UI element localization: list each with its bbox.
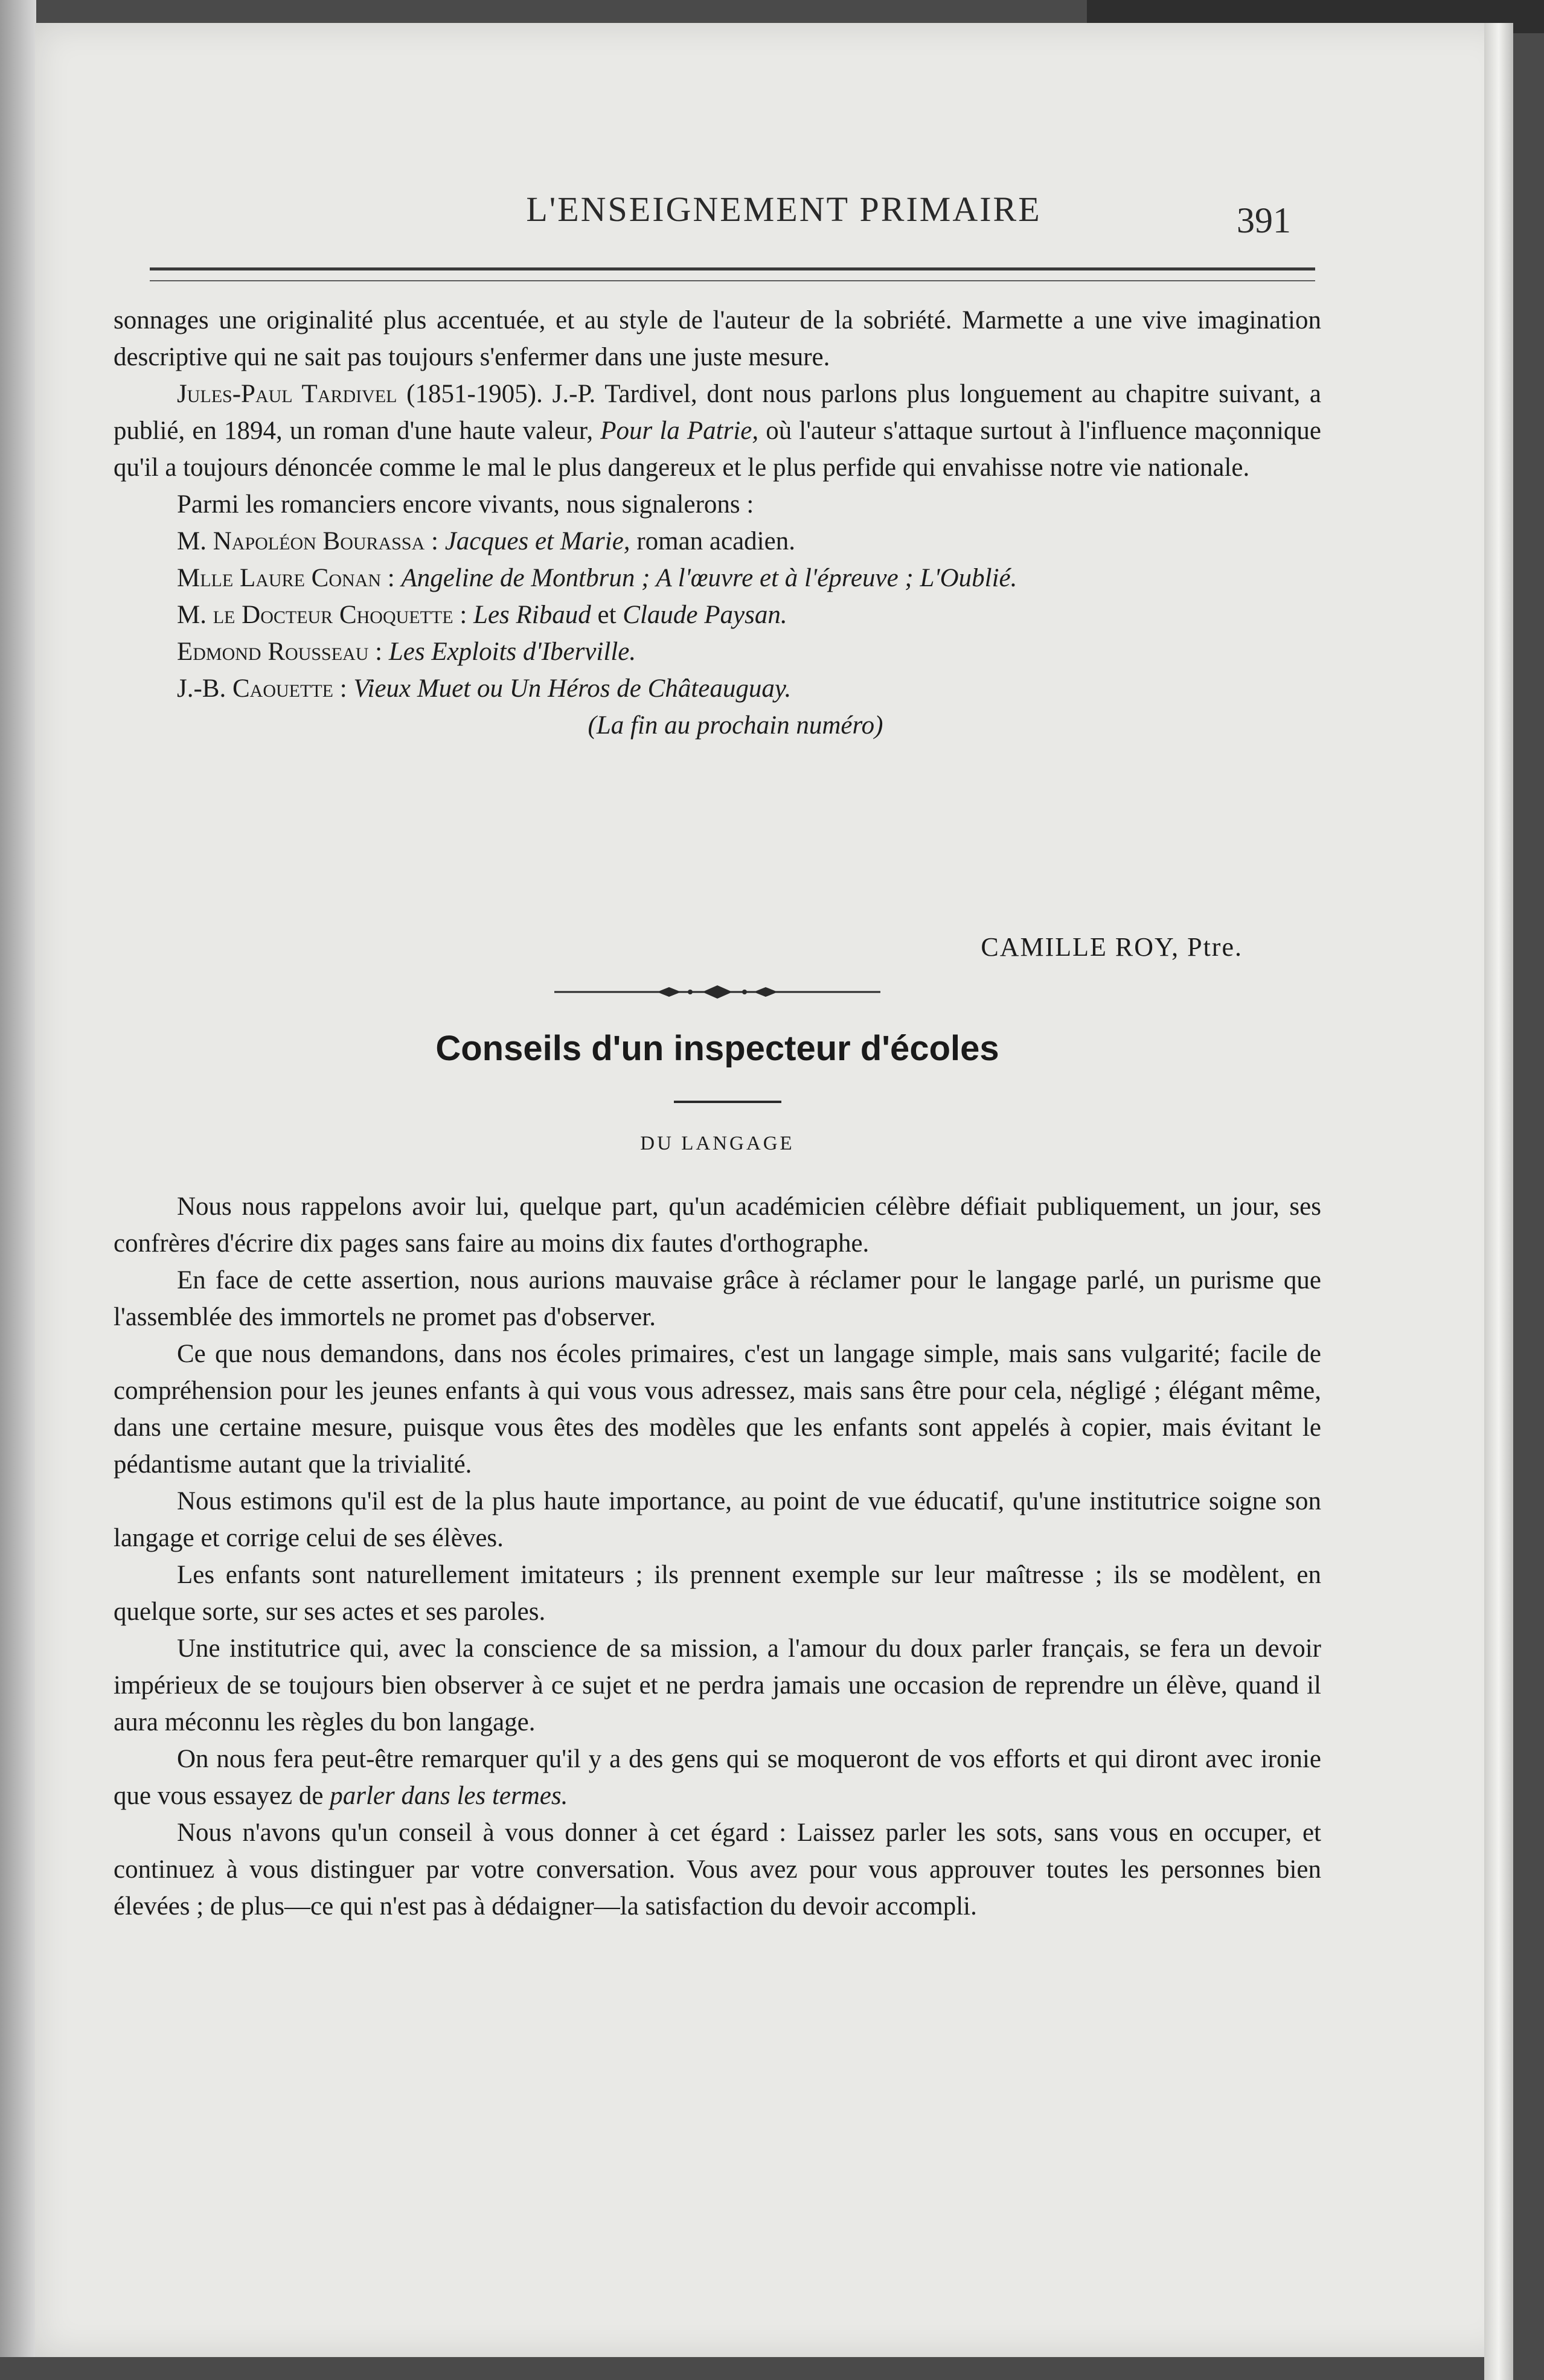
paragraph: Nous estimons qu'il est de la plus haute importance, au point de vue éducatif, qu'une institutrice soigne son langage et corrige celui de ses élèves. [114, 1487, 1321, 1552]
work-title: Pour la Patrie, [600, 417, 759, 445]
author-entry [114, 670, 1321, 707]
paragraph: Nous n'avons qu'un conseil à vous donner à cet égard : Laissez parler les sots, sans vous en occuper, et continuez à vous distinguer par votre conversation. Vous avez pour vous approuver toutes les personnes bien élevées ; de plus—ce qui n'est pas à dédaigner—la satisfaction du devoir accompli. [114, 1819, 1321, 1921]
article-part2 [114, 1188, 1321, 1925]
author-name: Jules-Paul Tardivel [177, 380, 397, 408]
paragraph-tardivel [114, 376, 1321, 486]
subheading: DU LANGAGE [640, 1133, 795, 1154]
italic-phrase: parler dans les termes. [330, 1782, 568, 1810]
paragraph: sonnages une originalité plus accentuée, et au style de l'auteur de la sobriété. Marmette a une vive imagination descriptive qui ne sait pas toujours s'enfermer dans une juste mesure. [114, 306, 1321, 371]
author-entry [114, 560, 1321, 597]
paragraph: Les enfants sont naturellement imitateurs ; ils prennent exemple sur leur maîtresse ; ils se modèlent, en quelque sorte, sur ses actes et ses paroles. [114, 1561, 1321, 1626]
author-entry [114, 597, 1321, 633]
text: J.-P. Tardivel, dont nous parlons plus longuement au chapitre suivant, a publié, en 1894, un roman d'une haute valeur, [114, 380, 1321, 445]
work-title: Angeline de Montbrun ; A l'œuvre et à l'épreuve ; L'Oublié. [401, 564, 1017, 592]
page-number: 391 [1237, 200, 1291, 240]
author-name: Mlle Laure Conan : [177, 564, 395, 592]
ornament-divider [554, 982, 880, 1002]
paragraph: En face de cette assertion, nous aurions mauvaise grâce à réclamer pour le langage parlé, un purisme que l'assemblée des immortels ne promet pas d'observer. [114, 1266, 1321, 1331]
author-name: M. le Docteur Choquette : [177, 601, 467, 629]
running-title: L'ENSEIGNEMENT PRIMAIRE [526, 190, 1042, 229]
text: On nous fera peut-être remarquer qu'il y a des gens qui se moqueront de vos efforts et qui diront avec ironie que vous essayez de [114, 1745, 1321, 1810]
paragraph: Nous nous rappelons avoir lui, quelque part, qu'un académicien célèbre défiait publiquement, un jour, ses confrères d'écrire dix pages sans faire au moins dix fautes d'orthographe. [114, 1192, 1321, 1258]
article-part1 [114, 302, 1321, 744]
text: et [597, 601, 617, 629]
author-name: M. Napoléon Bourassa : [177, 527, 438, 555]
page-header [35, 189, 1513, 255]
paragraph [114, 1741, 1321, 1814]
paragraph: Une institutrice qui, avec la conscience de sa mission, a l'amour du doux parler français, se fera un devoir impérieux de se toujours bien observer à ce sujet et ne perdra jamais une occasion de reprendre un élève, quand il aura méconnu les règles du bon langage. [114, 1634, 1321, 1736]
work-title: Vieux Muet ou Un Héros de Châteauguay. [353, 674, 792, 703]
paragraph: Parmi les romanciers encore vivants, nous signalerons : [177, 490, 754, 519]
book-page [35, 23, 1513, 2357]
text: roman acadien. [636, 527, 795, 555]
author-entry [114, 633, 1321, 670]
author-entry [114, 523, 1321, 560]
signature: CAMILLE ROY, Ptre. [981, 932, 1243, 962]
text: où l'auteur s'attaque surtout à l'influence maçonnique qu'il a toujours dénoncée comme le mal le plus dangereux et le plus perfide qui envahisse notre vie nationale. [114, 417, 1321, 482]
work-title: Claude Paysan. [623, 601, 787, 629]
author-dates: (1851-1905). [406, 380, 543, 408]
author-name: J.-B. Caouette : [177, 674, 347, 703]
work-title: Les Exploits d'Iberville. [388, 638, 636, 666]
title-rule [674, 1101, 781, 1103]
page-edge [1484, 23, 1513, 2380]
work-title: Les Ribaud [473, 601, 591, 629]
paragraph: Ce que nous demandons, dans nos écoles primaires, c'est un langage simple, mais sans vulgarité; facile de compréhension pour les jeunes enfants à qui vous vous adressez, mais sans être pour cela, négligé ; élégant même, dans une certaine mesure, puisque vous êtes des modèles que les enfants sont appelés à copier, mais évitant le pédantisme autant que la trivialité. [114, 1340, 1321, 1479]
header-rule [150, 267, 1315, 281]
section-title: Conseils d'un inspecteur d'écoles [435, 1029, 999, 1068]
author-name: Edmond Rousseau : [177, 638, 383, 666]
scan-margin-left [0, 0, 36, 2357]
continuation-note: (La fin au prochain numéro) [588, 711, 883, 740]
work-title: Jacques et Marie, [444, 527, 630, 555]
